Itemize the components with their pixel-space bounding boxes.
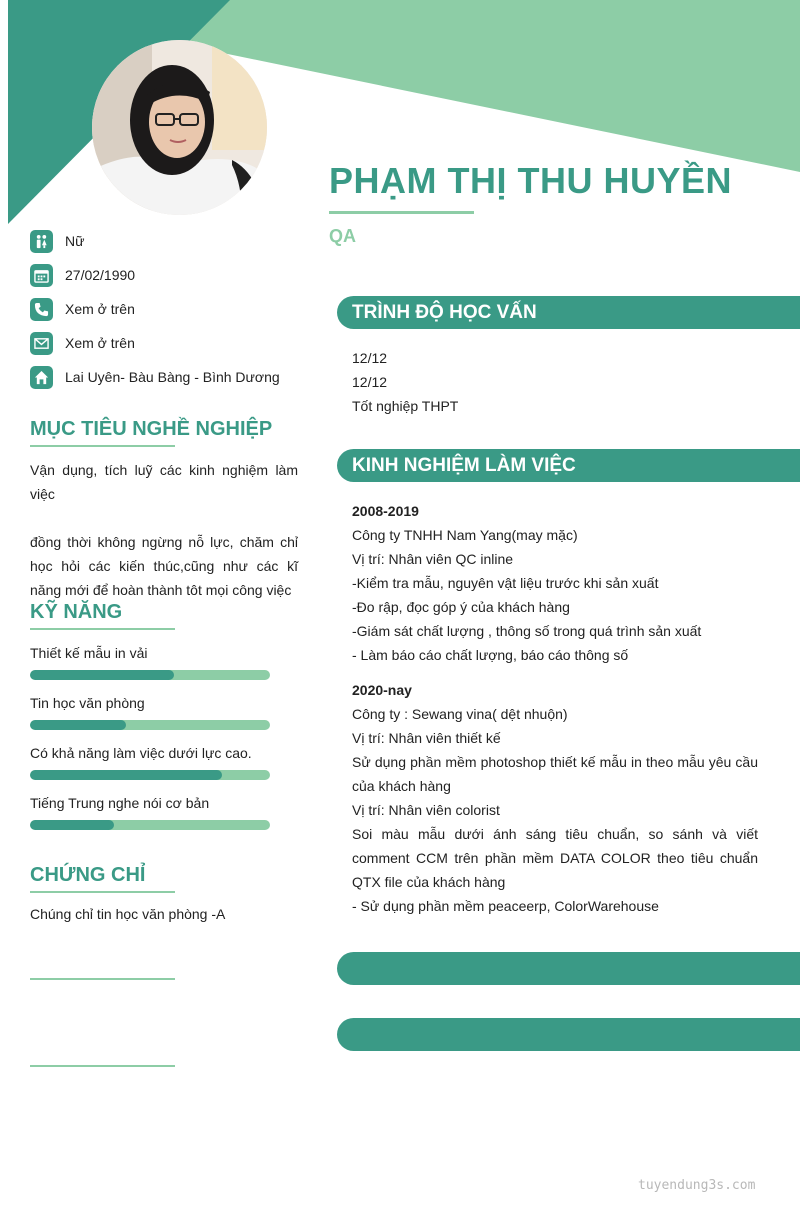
contact-item-gender	[30, 224, 320, 258]
phone-text: Xem ở trên	[65, 301, 135, 317]
job-entry	[352, 499, 758, 667]
skill-name: Tin học văn phòng	[30, 695, 145, 711]
watermark: tuyendung3s.com	[638, 1178, 756, 1193]
calendar-icon	[30, 264, 53, 287]
job-line: Sử dụng phần mềm photoshop thiết kế mẫu in theo mẫu yêu cầu của khách hàng	[352, 754, 758, 794]
skill-name: Thiết kế mẫu in vải	[30, 645, 148, 661]
skill-item	[30, 792, 270, 842]
contact-item-email	[30, 326, 320, 360]
skill-item	[30, 742, 270, 792]
objective-line-1: Vận dụng, tích luỹ các kinh nghiệm làm việc	[30, 462, 298, 502]
objective-text	[30, 458, 298, 602]
candidate-name: PHẠM THỊ THU HUYỀN	[329, 160, 732, 201]
job-line: Công ty TNHH Nam Yang(may mặc)	[352, 527, 578, 543]
education-line: Tốt nghiệp THPT	[352, 398, 459, 414]
job-line: -Đo rập, đọc góp ý của khách hàng	[352, 599, 570, 615]
empty-section-band	[337, 952, 800, 985]
skill-bar	[30, 670, 270, 680]
education-line: 12/12	[352, 350, 388, 366]
skill-level-fill	[30, 770, 222, 780]
contact-item-birthday	[30, 258, 320, 292]
skill-item	[30, 642, 270, 692]
education-header-band	[337, 296, 800, 329]
profile-photo	[92, 40, 267, 215]
skill-level-fill	[30, 820, 114, 830]
home-icon	[30, 366, 53, 389]
skill-bar	[30, 720, 270, 730]
contact-item-address	[30, 360, 320, 394]
avatar	[92, 40, 267, 215]
job-line: Công ty : Sewang vina( dệt nhuộn)	[352, 706, 568, 722]
job-line: Soi màu mẫu dưới ánh sáng tiêu chuẩn, so sánh và viết comment CCM trên phần mềm DATA COLOR theo tiêu chuẩn QTX file của khách hàng	[352, 826, 758, 890]
skill-level-fill	[30, 720, 126, 730]
experience-title: KINH NGHIỆM LÀM VIỆC	[352, 455, 576, 476]
job-line: - Sử dụng phần mềm peaceerp, ColorWarehouse	[352, 898, 659, 914]
skills-underline	[30, 628, 175, 630]
gender-icon	[30, 230, 53, 253]
skill-name: Tiếng Trung nghe nói cơ bản	[30, 795, 210, 811]
certificate-item: Chúng chỉ tin học văn phòng -A	[30, 906, 226, 922]
address-text: Lai Uyên- Bàu Bàng - Bình Dương	[65, 369, 280, 385]
skill-bar	[30, 820, 270, 830]
objective-underline	[30, 445, 175, 447]
education-title: TRÌNH ĐỘ HỌC VẤN	[352, 302, 537, 323]
birthday-text: 27/02/1990	[65, 267, 136, 283]
skill-name: Có khả năng làm việc dưới lực cao.	[30, 745, 252, 761]
empty-section-underline	[30, 978, 175, 980]
contact-list	[30, 224, 320, 394]
contact-item-phone	[30, 292, 320, 326]
education-details	[352, 346, 458, 418]
experience-header-band	[337, 449, 800, 482]
skills-title: KỸ NĂNG	[30, 601, 123, 623]
education-line: 12/12	[352, 374, 388, 390]
email-icon	[30, 332, 53, 355]
job-period: 2008-2019	[352, 503, 419, 519]
job-line: - Làm báo cáo chất lượng, báo cáo thông số	[352, 647, 629, 663]
job-line: Vị trí: Nhân viên QC inline	[352, 551, 514, 567]
skill-bar	[30, 770, 270, 780]
candidate-role: QA	[329, 226, 356, 246]
objective-title: MỤC TIÊU NGHỀ NGHIỆP	[30, 418, 273, 440]
job-line: Vị trí: Nhân viên thiết kế	[352, 730, 501, 746]
certificates-title: CHỨNG CHỈ	[30, 864, 146, 886]
empty-section-underline	[30, 1065, 175, 1067]
gender-text: Nữ	[65, 233, 85, 249]
job-line: -Giám sát chất lượng , thông số trong quá trình sản xuất	[352, 623, 702, 639]
job-line: -Kiểm tra mẫu, nguyên vật liệu trước khi sản xuất	[352, 575, 659, 591]
skill-item	[30, 692, 270, 742]
name-underline	[329, 211, 474, 214]
skill-level-fill	[30, 670, 174, 680]
objective-line-2: đồng thời không ngừng nỗ lực, chăm chỉ học hỏi các kiến thúc,cũng như các kĩ năng mới để hoàn thành tôt mọi công việc	[30, 534, 298, 598]
job-entry	[352, 678, 758, 918]
empty-section-band	[337, 1018, 800, 1051]
job-line: Vị trí: Nhân viên colorist	[352, 802, 500, 818]
skills-list	[30, 642, 270, 842]
email-text: Xem ở trên	[65, 335, 135, 351]
experience-list	[352, 499, 758, 929]
certificates-underline	[30, 891, 175, 893]
job-period: 2020-nay	[352, 682, 412, 698]
phone-icon	[30, 298, 53, 321]
